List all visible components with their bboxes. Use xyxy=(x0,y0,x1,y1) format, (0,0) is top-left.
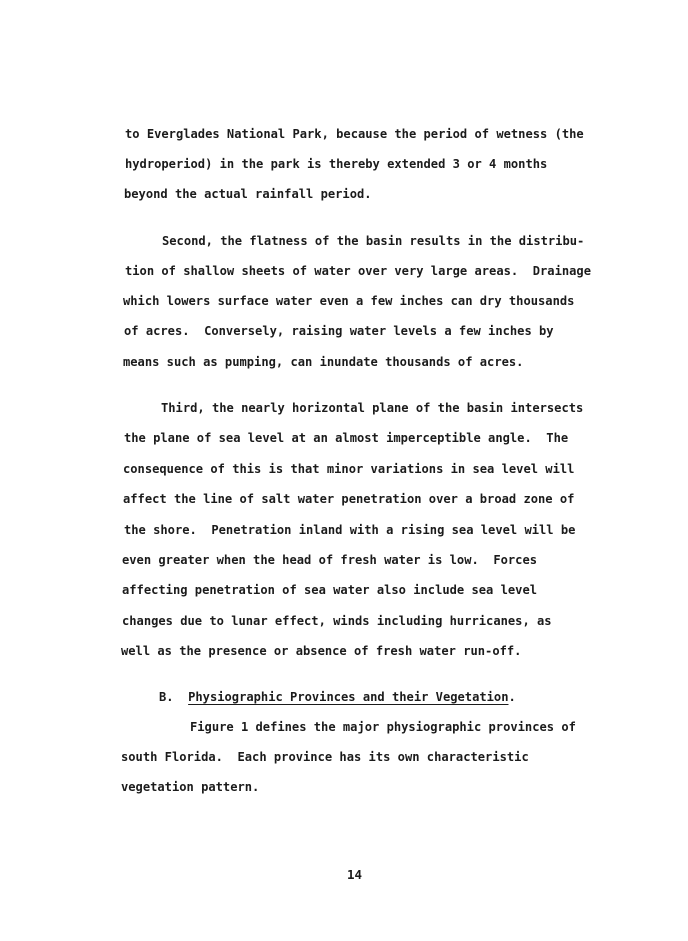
section-title-end: . xyxy=(508,690,516,704)
text-line: changes due to lunar effect, winds including hurricanes, as xyxy=(122,614,552,628)
text-line: which lowers surface water even a few inches can dry thousands xyxy=(123,294,575,308)
text-line: well as the presence or absence of fresh water run-off. xyxy=(121,644,522,658)
text-line: vegetation pattern. xyxy=(121,780,260,794)
text-line: affect the line of salt water penetration over a broad zone of xyxy=(123,492,575,506)
text-line: even greater when the head of fresh water is low. Forces xyxy=(122,553,538,567)
text-line: affecting penetration of sea water also include sea level xyxy=(122,583,538,597)
text-line: hydroperiod) in the park is thereby extended 3 or 4 months xyxy=(125,157,548,171)
text-line: means such as pumping, can inundate thousands of acres. xyxy=(123,355,524,369)
text-line: beyond the actual rainfall period. xyxy=(124,187,372,201)
section-title: Physiographic Provinces and their Vegetation xyxy=(188,690,509,704)
section-heading xyxy=(159,689,516,705)
section-marker: B. xyxy=(159,690,174,704)
text-line: the plane of sea level at an almost imperceptible angle. The xyxy=(124,431,569,445)
page-number: 14 xyxy=(347,867,363,882)
text-line: Second, the flatness of the basin results in the distribu- xyxy=(162,234,585,248)
text-line: Figure 1 defines the major physiographic provinces of xyxy=(190,720,576,734)
text-line: to Everglades National Park, because the period of wetness (the xyxy=(125,127,584,141)
text-line: consequence of this is that minor variations in sea level will xyxy=(123,462,575,476)
text-line: tion of shallow sheets of water over very large areas. Drainage xyxy=(125,264,591,278)
text-line: Third, the nearly horizontal plane of the basin intersects xyxy=(161,401,584,415)
text-line: south Florida. Each province has its own characteristic xyxy=(121,750,529,764)
text-line: the shore. Penetration inland with a rising sea level will be xyxy=(124,523,576,537)
text-line: of acres. Conversely, raising water levels a few inches by xyxy=(124,324,554,338)
